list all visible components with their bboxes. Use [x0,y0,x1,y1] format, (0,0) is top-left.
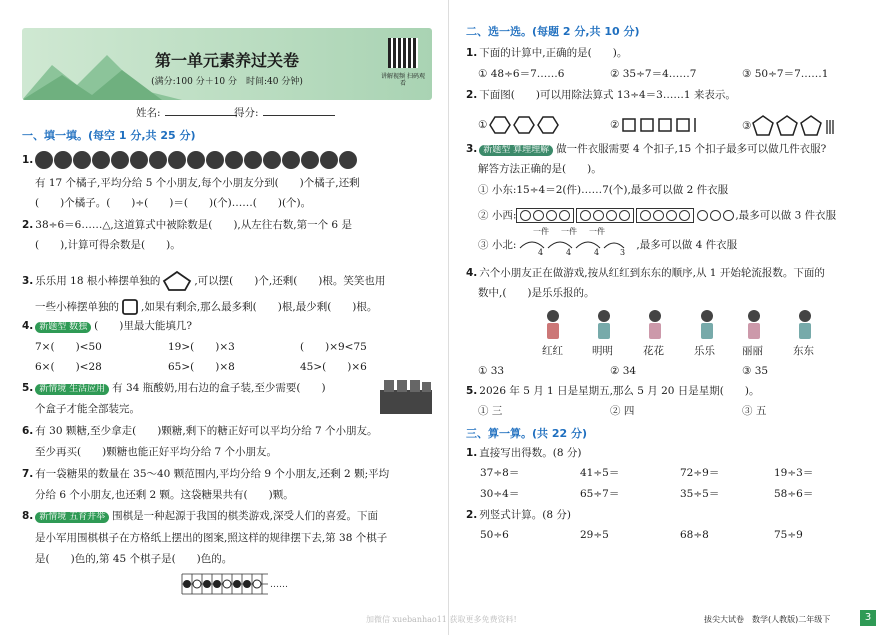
c2-option-2[interactable] [610,114,703,136]
segment-label: 一件 [533,227,549,236]
child-name: 乐乐 [694,345,715,357]
q-num: 2. [466,509,478,521]
pentagon-icon [162,270,192,292]
q6-line2: 至少再买( )颗糖也能正好平均分给 7 个小朋友。 [35,446,278,458]
orange-icon [187,151,205,169]
q4-item: 65>( )×8 [168,361,235,373]
q2-line2: ( ),计算可得余数是( )。 [35,239,181,251]
option[interactable]: ② 34 [610,365,637,377]
c1-question [466,48,627,59]
option[interactable]: ② 35÷7＝4……7 [610,68,697,80]
q-num: 2. [466,89,478,101]
orange-icon [263,151,281,169]
orange-icon [92,151,110,169]
qr-caption: 讲解视频 扫码观看 [381,73,425,87]
q-num: 3. [466,143,478,155]
pentagon-figure [751,114,847,138]
child-figure [546,310,560,340]
column-divider [448,0,449,635]
c2-text: 下面图( )可以用除法算式 13÷4＝3……1 来表示。 [479,89,736,101]
orange-icon [282,151,300,169]
q4-item: 45>( )×6 [300,361,367,373]
watermark: 加微信 xuebanhao11 获取更多免费资料! [366,615,517,624]
c3-line2: 解答方法正确的是( )。 [478,163,602,175]
option[interactable]: ① 三 [478,405,503,417]
orange-icon [54,151,72,169]
option-label: ③ 小北: [478,239,517,251]
option-suffix: ,最多可以做 4 件衣服 [636,239,738,251]
q3-line1 [22,270,385,292]
q4-item: 19>( )×3 [168,341,235,353]
svg-text:……: …… [270,580,288,590]
calc-item: 30÷4＝ [480,488,520,500]
q7-line2: 分给 6 个小朋友,也还剩 2 颗。这袋糖果共有( )颗。 [35,489,294,501]
orange-icon [35,151,53,169]
square-figure [619,114,703,136]
option[interactable]: ① 48÷6＝7……6 [478,68,565,80]
option[interactable]: ② 四 [610,405,635,417]
q2-line1 [22,220,352,231]
c2-question [466,90,736,101]
q7-line1 [22,469,389,480]
c1-text: 下面的计算中,正确的是( )。 [479,47,628,59]
q-num: 2. [22,219,34,231]
q-num: 8. [22,510,34,522]
q4-item: 7×( )<50 [35,341,102,353]
q7-text: 有一袋糖果的数量在 35～40 颗范围内,平均分给 9 个小朋友,还剩 2 颗;平均 [35,468,390,480]
q4-text: ( )里最大能填几? [94,320,192,332]
option-suffix: ,最多可以做 3 件衣服 [735,209,837,222]
calc-item: 58÷6＝ [774,488,814,500]
c3-tag: 新题型 算理理解 [479,145,553,156]
q3-line2 [35,298,377,316]
q5-line1 [22,383,326,395]
c3-option-2[interactable] [478,208,836,223]
q-num: 5. [22,382,34,394]
q1-number [22,155,35,166]
orange-icon [73,151,91,169]
orange-icon [339,151,357,169]
orange-icon [244,151,262,169]
option-label: ③ [742,120,752,132]
q3-text-b: ,可以摆( )个,还剩( )根。笑笑也用 [194,275,386,287]
calc-item: 41÷5＝ [580,467,620,479]
q2-text: 38÷6＝6……△,这道算式中被除数是( ),从左往右数,第一个 6 是 [35,219,352,231]
child-name: 花花 [643,345,664,357]
button-group [576,208,634,223]
child-figure [597,310,611,340]
q3-text-a: 乐乐用 18 根小棒摆单独的 [35,275,161,287]
q-num: 7. [22,468,34,480]
c2-option-3[interactable] [742,114,847,138]
orange-icon [168,151,186,169]
calc-item: 37÷8＝ [480,467,520,479]
segment-number: 4 [594,248,600,257]
child-figure [798,310,812,340]
option[interactable]: ③ 五 [742,405,767,417]
q4-item: 6×( )<28 [35,361,102,373]
option-label: ② 小西: [478,209,517,222]
calc-item: 35÷5＝ [680,488,720,500]
section-2-heading: 二、选一选。(每题 2 分,共 10 分) [466,25,640,38]
option[interactable]: ③ 50÷7＝7……1 [742,68,829,80]
q-num: 1. [466,447,478,459]
d1-question [466,448,582,459]
button-group [516,208,574,223]
calc-item: 75÷9 [774,529,803,541]
calc-item: 50÷6 [480,529,509,541]
d1-text: 直接写出得数。(8 分) [479,447,582,459]
q4-item: ( )×9<75 [300,341,367,353]
c5-text: 2026 年 5 月 1 日是星期五,那么 5 月 20 日是星期( )。 [479,385,760,397]
q6-line1 [22,426,378,437]
q5-text: 有 34 瓶酸奶,用右边的盒子装,至少需要( ) [112,382,326,394]
q4-tag: 新题型 数独 [35,322,91,333]
segment-label: 一件 [589,227,605,236]
q1-line1: 有 17 个橘子,平均分给 5 个小朋友,每个小朋友分到( )个橘子,还剩 [35,177,360,189]
option[interactable]: ① 33 [478,365,505,377]
q-num: 4. [466,267,478,279]
c3-option-1[interactable]: ① 小东:15÷4＝2(件)……7(个),最多可以做 2 件衣服 [478,184,729,196]
numberline-figure [516,234,636,256]
name-label: 姓名: [136,107,161,119]
footer-brand: 拔尖大试卷 数学(人教版)二年级下 [704,615,831,624]
orange-icon [149,151,167,169]
c4-line2: 数中,( )是乐乐报的。 [478,287,595,299]
q5-tag: 新情境 生活应用 [35,384,109,395]
c4-text: 六个小朋友正在做游戏,按从红红到东东的顺序,从 1 开始轮流报数。下面的 [479,267,825,279]
button-group [636,208,694,223]
orange-icon [111,151,129,169]
oranges-row [35,151,357,169]
section-1-heading: 一、填一填。(每空 1 分,共 25 分) [22,129,196,142]
q8-text: 围棋是一种起源于我国的棋类游戏,深受人们的喜爱。下面 [112,510,379,522]
c5-question [466,386,760,397]
calc-item: 72÷9＝ [680,467,720,479]
calc-item: 19÷3＝ [774,467,814,479]
header-banner [22,28,432,100]
option[interactable]: ③ 35 [742,365,769,377]
q3-text-c: 一些小棒摆单独的 [35,301,119,313]
child-name: 红红 [542,345,563,357]
q-num: 6. [22,425,34,437]
q8-line2: 是小军用围棋棋子在方格纸上摆出的图案,照这样的规律摆下去,第 38 个棋子 [35,532,388,544]
segment-number: 3 [620,248,626,257]
option-label: ② [610,119,620,131]
page-number: 3 [860,610,876,626]
calc-item: 65÷7＝ [580,488,620,500]
section-3-heading: 三、算一算。(共 22 分) [466,427,588,440]
orange-icon [301,151,319,169]
d2-text: 列竖式计算。(8 分) [479,509,572,521]
q4-line1 [22,321,192,333]
q-num: 5. [466,385,478,397]
score-label: 得分: [234,107,259,119]
orange-icon [206,151,224,169]
d2-question [466,510,571,521]
q1-line2: ( )个橘子。( )÷( )＝( )(个)……( )(个)。 [35,197,312,209]
hexagon-figure [487,114,559,136]
q8-line3: 是( )色的,第 45 个棋子是( )色的。 [35,553,233,565]
c3-line1 [466,144,826,156]
square-icon [121,298,139,316]
c4-line1 [466,268,825,279]
q5-line2: 个盒子才能全部装完。 [35,403,140,415]
child-name: 东东 [793,345,814,357]
go-board-figure [180,570,300,598]
child-figure [700,310,714,340]
option-label: ① [478,119,488,131]
yogurt-box-icon [378,378,434,416]
page-title: 第一单元素养过关卷 [154,51,299,70]
name-field[interactable] [136,108,237,119]
q3-text-d: ,如果有剩余,那么最多剩( )根,最少剩( )根。 [141,301,378,313]
c2-option-1[interactable] [478,114,559,136]
orange-icon [320,151,338,169]
segment-label: 一件 [561,227,577,236]
q8-line1 [22,511,378,523]
child-name: 明明 [592,345,613,357]
qr-code[interactable] [388,38,418,68]
calc-item: 29÷5 [580,529,609,541]
page-subtitle: (满分:100 分＋10 分 时间:40 分钟) [151,77,303,87]
segment-number: 4 [566,248,572,257]
q6-text: 有 30 颗糖,至少拿走( )颗糖,剩下的糖正好可以平均分给 7 个小朋友。 [35,425,378,437]
c3-option-3[interactable] [478,234,737,256]
c3-text: 做一件衣服需要 4 个扣子,15 个扣子最多可以做几件衣服? [556,143,827,155]
q-num: 4. [22,320,34,332]
child-name: 丽丽 [742,345,763,357]
q-num: 3. [22,275,34,287]
score-field[interactable] [234,108,335,119]
orange-icon [130,151,148,169]
segment-number: 4 [538,248,544,257]
orange-icon [225,151,243,169]
q8-tag: 新情境 五育并举 [35,512,109,523]
calc-item: 68÷8 [680,529,709,541]
child-figure [648,310,662,340]
child-figure [747,310,761,340]
q-num: 1. [22,154,34,166]
q-num: 1. [466,47,478,59]
